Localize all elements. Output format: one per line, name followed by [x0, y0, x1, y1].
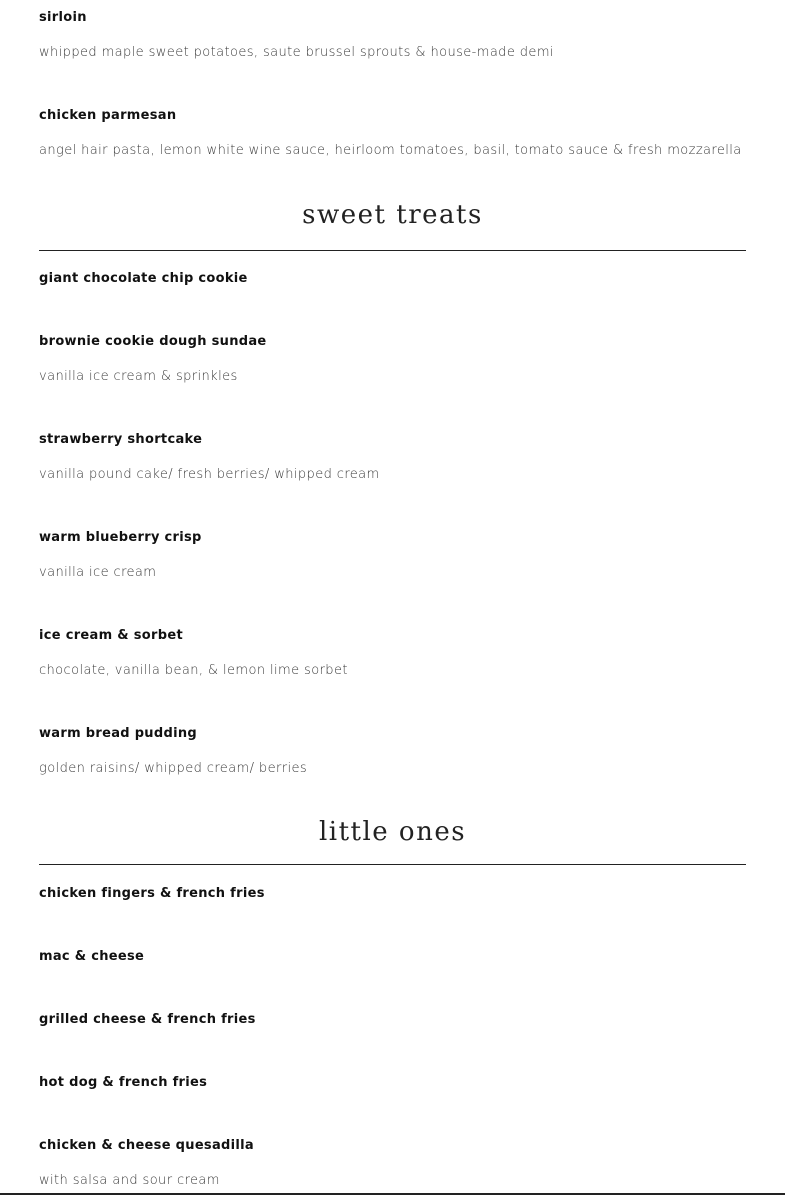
menu-item: [39, 270, 746, 333]
item-name: hot dog & french fries: [39, 1075, 208, 1090]
section-sweet-treats: [39, 199, 746, 816]
item-description: with salsa and sour cream: [39, 1173, 220, 1188]
page-bottom-divider: [0, 1193, 785, 1195]
item-description: vanilla pound cake/ fresh berries/ whipped cream: [39, 467, 380, 482]
menu-item: [39, 725, 746, 816]
section-little-ones: [39, 816, 746, 1196]
menu-item: [39, 1074, 746, 1137]
menu-item: [39, 333, 746, 431]
menu-item: [39, 1011, 746, 1074]
item-name: brownie cookie dough sundae: [39, 334, 267, 349]
item-name: chicken fingers & french fries: [39, 886, 265, 901]
menu-item: [39, 627, 746, 725]
item-description: chocolate, vanilla bean, & lemon lime sorbet: [39, 663, 348, 678]
menu-item: [39, 431, 746, 529]
menu-item: [39, 529, 746, 627]
item-name: chicken & cheese quesadilla: [39, 1138, 254, 1153]
menu-item: [39, 1137, 746, 1196]
item-description: vanilla ice cream: [39, 565, 157, 580]
item-description: vanilla ice cream & sprinkles: [39, 369, 238, 384]
item-name: ice cream & sorbet: [39, 628, 183, 643]
menu-item: [39, 9, 746, 107]
item-name: sirloin: [39, 10, 87, 25]
menu-item: [39, 885, 746, 948]
menu-item: [39, 948, 746, 1011]
item-name: giant chocolate chip cookie: [39, 271, 248, 286]
menu-document: [39, 9, 746, 1196]
section-title: little ones: [318, 817, 467, 847]
item-name: warm bread pudding: [39, 726, 197, 741]
item-description: whipped maple sweet potatoes, saute brussel sprouts & house-made demi: [39, 45, 554, 60]
item-name: grilled cheese & french fries: [39, 1012, 256, 1027]
item-name: mac & cheese: [39, 949, 145, 964]
item-description: angel hair pasta, lemon white wine sauce, heirloom tomatoes, basil, tomato sauce & fresh mozzarella: [39, 143, 742, 158]
item-name: strawberry shortcake: [39, 432, 203, 447]
item-description: golden raisins/ whipped cream/ berries: [39, 761, 308, 776]
item-name: warm blueberry crisp: [39, 530, 202, 545]
section-title: sweet treats: [302, 200, 483, 230]
menu-item: [39, 107, 746, 199]
item-name: chicken parmesan: [39, 108, 177, 123]
